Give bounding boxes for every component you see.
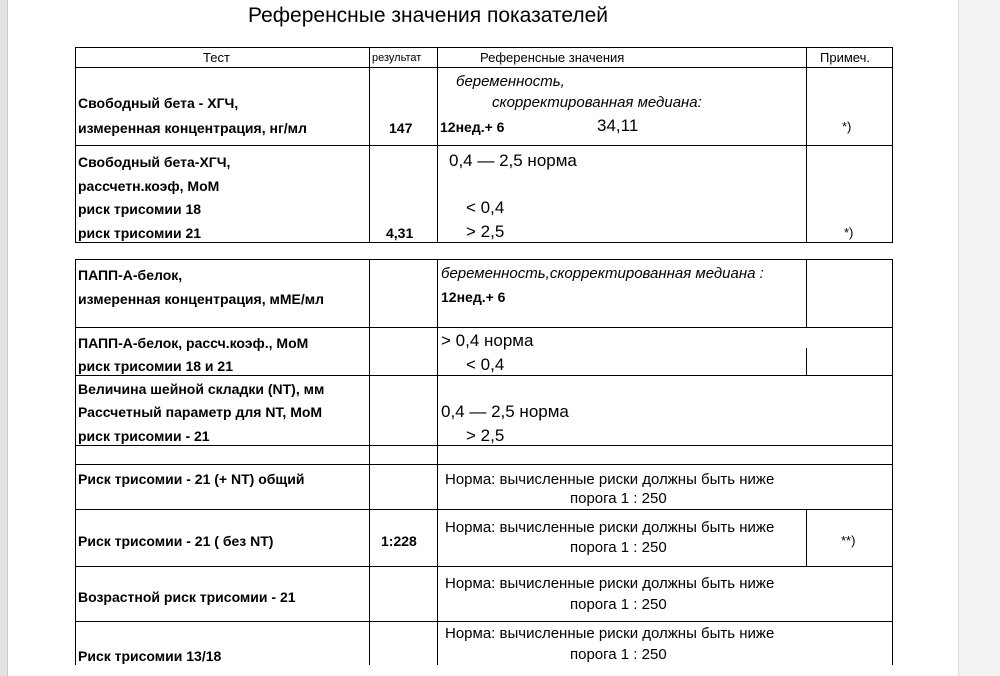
row1-ref-line2: скорректированная медиана: [492,94,702,111]
row2-ref-norm: 0,4 — 2,5 норма [449,151,577,170]
header-test: Тест [203,50,230,65]
row9-ref-line1: Норма: вычисленные риски должны быть ниже [445,625,775,642]
row4-test-line2: риск трисомии 18 и 21 [78,358,233,374]
row3-test-line1: ПАПП-А-белок, [78,267,183,283]
row2-test-line1: Свободный бета-ХГЧ, [78,154,231,170]
t2-row7-bottom [75,566,893,567]
row2-ref-t21: > 2,5 [466,222,505,241]
row7-test: Риск трисомии - 21 ( без NT) [78,533,274,549]
t1-col-divider-3 [806,47,807,243]
row3-ref-line1: беременность,скорректированная медиана : [441,265,764,282]
row7-result: 1:228 [381,533,417,549]
t2-col-divider-3a [806,259,807,328]
row5-ref-norm: 0,4 — 2,5 норма [441,402,569,421]
t2-row4-bottom [75,375,893,376]
header-note: Примеч. [820,50,870,65]
row4-ref-norm: > 0,4 норма [441,331,534,350]
row2-result: 4,31 [386,225,414,241]
t1-bottom-border [75,242,893,243]
row6-ref-line1: Норма: вычисленные риски должны быть ниже [445,471,775,488]
scan-left-edge-line [7,0,8,676]
row4-ref-risk: < 0,4 [466,355,505,374]
page-title: Референсные значения показателей [248,4,608,27]
row7-ref-line1: Норма: вычисленные риски должны быть ниже [445,519,775,536]
row1-ref-term: 12нед.+ 6 [440,119,505,135]
row3-ref-term: 12нед.+ 6 [441,289,506,305]
row6-test: Риск трисомии - 21 (+ NT) общий [78,471,305,487]
row8-ref-line2: порога 1 : 250 [570,596,667,613]
row5-test-line2: Рассчетный параметр для NT, МоМ [78,404,323,420]
t2-row8-bottom [75,621,893,622]
scan-right-margin [958,0,1000,676]
row2-test-line4: риск трисомии 21 [78,225,202,241]
row1-test-line2: измеренная концентрация, нг/мл [78,120,307,136]
header-result: результат [372,52,422,64]
row2-test-line3: риск трисомии 18 [78,201,202,217]
header-reference: Референсные значения [480,50,625,65]
row3-test-line2: измеренная концентрация, мМЕ/мл [78,291,324,307]
t1-header-bottom [75,67,893,68]
row4-test-line1: ПАПП-А-белок, рассч.коэф., МоМ [78,335,309,351]
t2-left-border [75,259,76,665]
row5-test-line3: риск трисомии - 21 [78,428,210,444]
t1-top-border [75,47,893,48]
t1-left-border [75,47,76,243]
row9-ref-line2: порога 1 : 250 [570,646,667,663]
row7-note: **) [841,533,856,548]
t2-row5-bottom [75,445,893,446]
t2-col-divider-1 [369,259,370,665]
t2-row3-bottom [75,327,893,328]
t1-right-border [892,47,893,243]
t2-row6-bottom [75,509,893,510]
row2-test-line2: рассчетн.коэф, МоМ [78,178,220,194]
scan-left-edge [0,0,7,676]
row5-ref-risk: > 2,5 [466,426,505,445]
row8-test: Возрастной риск трисомии - 21 [78,589,296,605]
row6-ref-line2: порога 1 : 250 [570,490,667,507]
t2-right-border [892,259,893,665]
row1-result: 147 [389,120,413,136]
row1-ref-median: 34,11 [597,116,639,135]
row9-test: Риск трисомии 13/18 [78,648,222,664]
row1-note: *) [842,119,852,134]
t2-top-border [75,259,893,260]
row8-ref-line1: Норма: вычисленные риски должны быть ниже [445,575,775,592]
row7-ref-line2: порога 1 : 250 [570,539,667,556]
row1-ref-line1: беременность, [456,73,565,90]
t2-col-divider-2 [437,259,438,665]
row2-ref-t18: < 0,4 [466,198,505,217]
row5-test-line1: Величина шейной складки (NT), мм [78,381,325,397]
t2-spacer-bottom [75,464,893,465]
t1-row1-bottom [75,145,893,146]
t1-col-divider-1 [369,47,370,243]
t2-col-divider-3b [806,348,807,375]
t2-col-divider-3c [806,509,807,566]
row1-test-line1: Свободный бета - ХГЧ, [78,95,239,111]
row2-note: *) [844,225,854,240]
t1-col-divider-2 [437,47,438,243]
